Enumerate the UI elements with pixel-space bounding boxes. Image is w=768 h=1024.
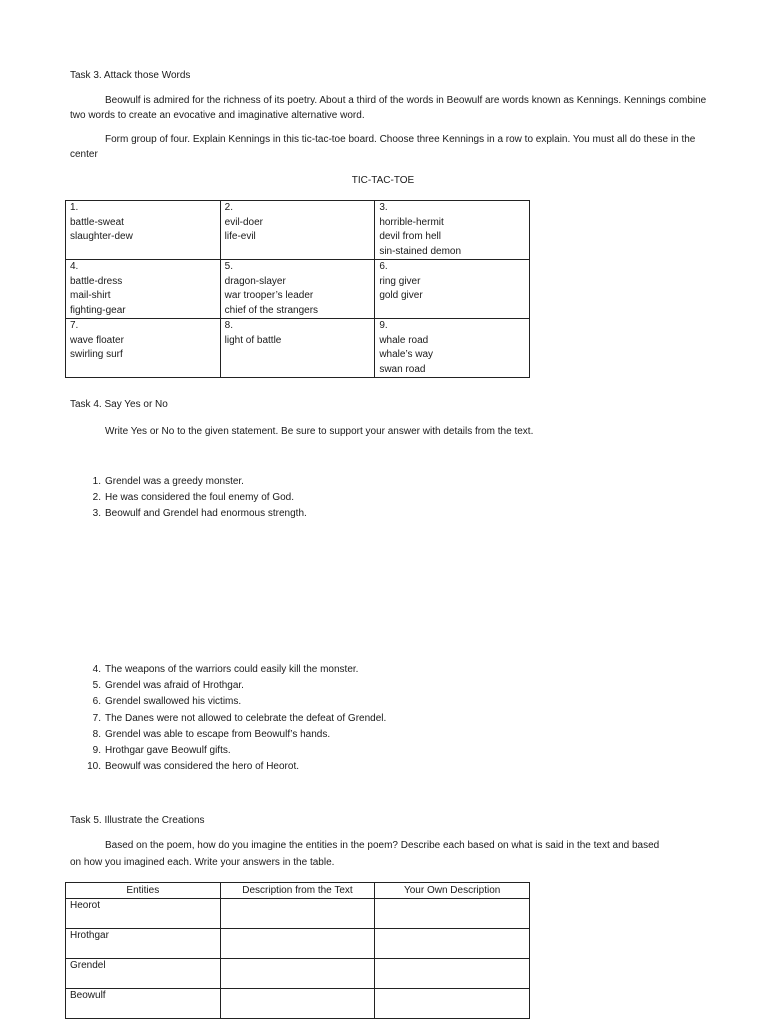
task3-paragraph-line: two words to create an evocative and imaginative alternative word.: [70, 110, 365, 121]
board-row: [66, 319, 530, 378]
task3-instruction-line: Form group of four. Explain Kennings in this tic-tac-toe board. Choose three Kennings in a row to explain. You must all do these in the: [105, 134, 696, 145]
statement-text: The weapons of the warriors could easily kill the monster.: [105, 664, 359, 675]
text-description-cell[interactable]: [220, 899, 375, 929]
column-header: Your Own Description: [375, 883, 530, 899]
kenning: war trooper’s leader: [224, 290, 314, 301]
kenning: whale’s way: [379, 349, 434, 360]
task4-instruction: Write Yes or No to the given statement. Be sure to support your answer with details from the text.: [105, 426, 534, 437]
kenning: gold giver: [379, 290, 423, 301]
kenning: battle-dress: [70, 275, 123, 287]
table-row: [66, 929, 530, 959]
item-number: 9.: [92, 744, 101, 756]
list-item: [87, 695, 386, 711]
own-description-cell[interactable]: [375, 959, 530, 989]
task4-heading: Task 4. Say Yes or No: [70, 399, 168, 410]
entity-name: Heorot: [66, 899, 221, 929]
entities-table: [65, 882, 530, 1019]
statement-text: Hrothgar gave Beowulf gifts.: [105, 744, 231, 756]
kenning: horrible-hermit: [379, 216, 444, 228]
item-number: 4.: [92, 664, 101, 675]
kenning: chief of the strangers: [224, 304, 319, 316]
board-cell: [375, 201, 530, 260]
kenning: whale road: [379, 334, 429, 346]
item-number: 3.: [92, 508, 101, 520]
board-cell: [220, 319, 375, 378]
table-header-row: [66, 883, 530, 899]
kenning: fighting-gear: [70, 304, 126, 316]
kenning: dragon-slayer: [224, 275, 286, 287]
list-item: [87, 491, 307, 507]
board-cell: [66, 201, 221, 260]
board-cell: [66, 319, 221, 378]
statement-text: Grendel was afraid of Hrothgar.: [105, 680, 244, 692]
cell-number: 8.: [224, 320, 233, 331]
statement-text: Grendel swallowed his victims.: [105, 696, 242, 708]
task3-heading: Task 3. Attack those Words: [70, 70, 191, 81]
board-cell: [220, 260, 375, 319]
list-item: [87, 663, 386, 679]
list-item: [87, 760, 386, 776]
text-description-cell[interactable]: [220, 929, 375, 959]
statement-text: Grendel was a greedy monster.: [105, 476, 244, 487]
kenning: swirling surf: [70, 349, 123, 360]
item-number: 2.: [92, 492, 101, 504]
statement-text: Beowulf was considered the hero of Heorot.: [105, 761, 299, 773]
item-number: 8.: [92, 728, 101, 740]
kenning: mail-shirt: [70, 290, 111, 301]
entity-name: Hrothgar: [66, 929, 221, 959]
table-row: [66, 989, 530, 1019]
board-cell: [220, 201, 375, 260]
task3-instruction-line: center: [70, 149, 98, 160]
statements-list: [87, 475, 307, 524]
entity-name: Grendel: [66, 959, 221, 989]
cell-number: 1.: [70, 202, 79, 213]
kenning: light of battle: [224, 334, 282, 346]
statement-text: Beowulf and Grendel had enormous strength.: [105, 508, 307, 520]
task5-paragraph-line: Based on the poem, how do you imagine the entities in the poem? Describe each based on what is said in the text and based: [105, 840, 660, 851]
own-description-cell[interactable]: [375, 989, 530, 1019]
item-number: 6.: [92, 696, 101, 708]
own-description-cell[interactable]: [375, 899, 530, 929]
list-item: [87, 507, 307, 523]
statement-text: Grendel was able to escape from Beowulf’s hands.: [105, 728, 331, 740]
board-cell: [66, 260, 221, 319]
cell-number: 9.: [379, 320, 388, 331]
cell-number: 6.: [379, 261, 388, 272]
kenning: slaughter-dew: [70, 231, 133, 242]
table-row: [66, 959, 530, 989]
tic-tac-toe-board: [65, 200, 530, 378]
task3-paragraph-line: Beowulf is admired for the richness of its poetry. About a third of the words in Beowulf are words known as Kennings. Kennings combine: [105, 95, 707, 106]
cell-number: 7.: [70, 320, 79, 331]
cell-number: 3.: [379, 202, 388, 213]
list-item: [87, 475, 307, 491]
list-item: [87, 744, 386, 760]
column-header: Entities: [66, 883, 221, 899]
kenning: life-evil: [224, 231, 256, 242]
kenning: swan road: [379, 363, 426, 375]
statements-list: [87, 663, 386, 776]
list-item: [87, 712, 386, 728]
kenning: wave floater: [70, 334, 124, 346]
board-cell: [375, 260, 530, 319]
table-row: [66, 899, 530, 929]
cell-number: 5.: [224, 261, 233, 272]
kenning: ring giver: [379, 275, 421, 287]
item-number: 1.: [92, 476, 101, 487]
board-row: [66, 201, 530, 260]
item-number: 7.: [92, 712, 101, 724]
statement-text: He was considered the foul enemy of God.: [105, 492, 294, 504]
board-cell: [375, 319, 530, 378]
kenning: sin-stained demon: [379, 245, 462, 257]
list-item: [87, 728, 386, 744]
cell-number: 2.: [224, 202, 233, 213]
statement-text: The Danes were not allowed to celebrate the defeat of Grendel.: [105, 712, 387, 724]
text-description-cell[interactable]: [220, 959, 375, 989]
task5-paragraph-line: on how you imagined each. Write your answers in the table.: [70, 857, 335, 868]
item-number: 5.: [92, 680, 101, 692]
column-header: Description from the Text: [220, 883, 375, 899]
item-number: 10.: [87, 761, 101, 773]
cell-number: 4.: [70, 261, 79, 272]
kenning: battle-sweat: [70, 216, 124, 228]
board-row: [66, 260, 530, 319]
list-item: [87, 679, 386, 695]
entity-name: Beowulf: [66, 989, 221, 1019]
kenning: evil-doer: [224, 216, 264, 228]
own-description-cell[interactable]: [375, 929, 530, 959]
text-description-cell[interactable]: [220, 989, 375, 1019]
board-title: TIC-TAC-TOE: [351, 175, 415, 186]
task5-heading: Task 5. Illustrate the Creations: [70, 815, 205, 826]
kenning: devil from hell: [379, 231, 442, 242]
